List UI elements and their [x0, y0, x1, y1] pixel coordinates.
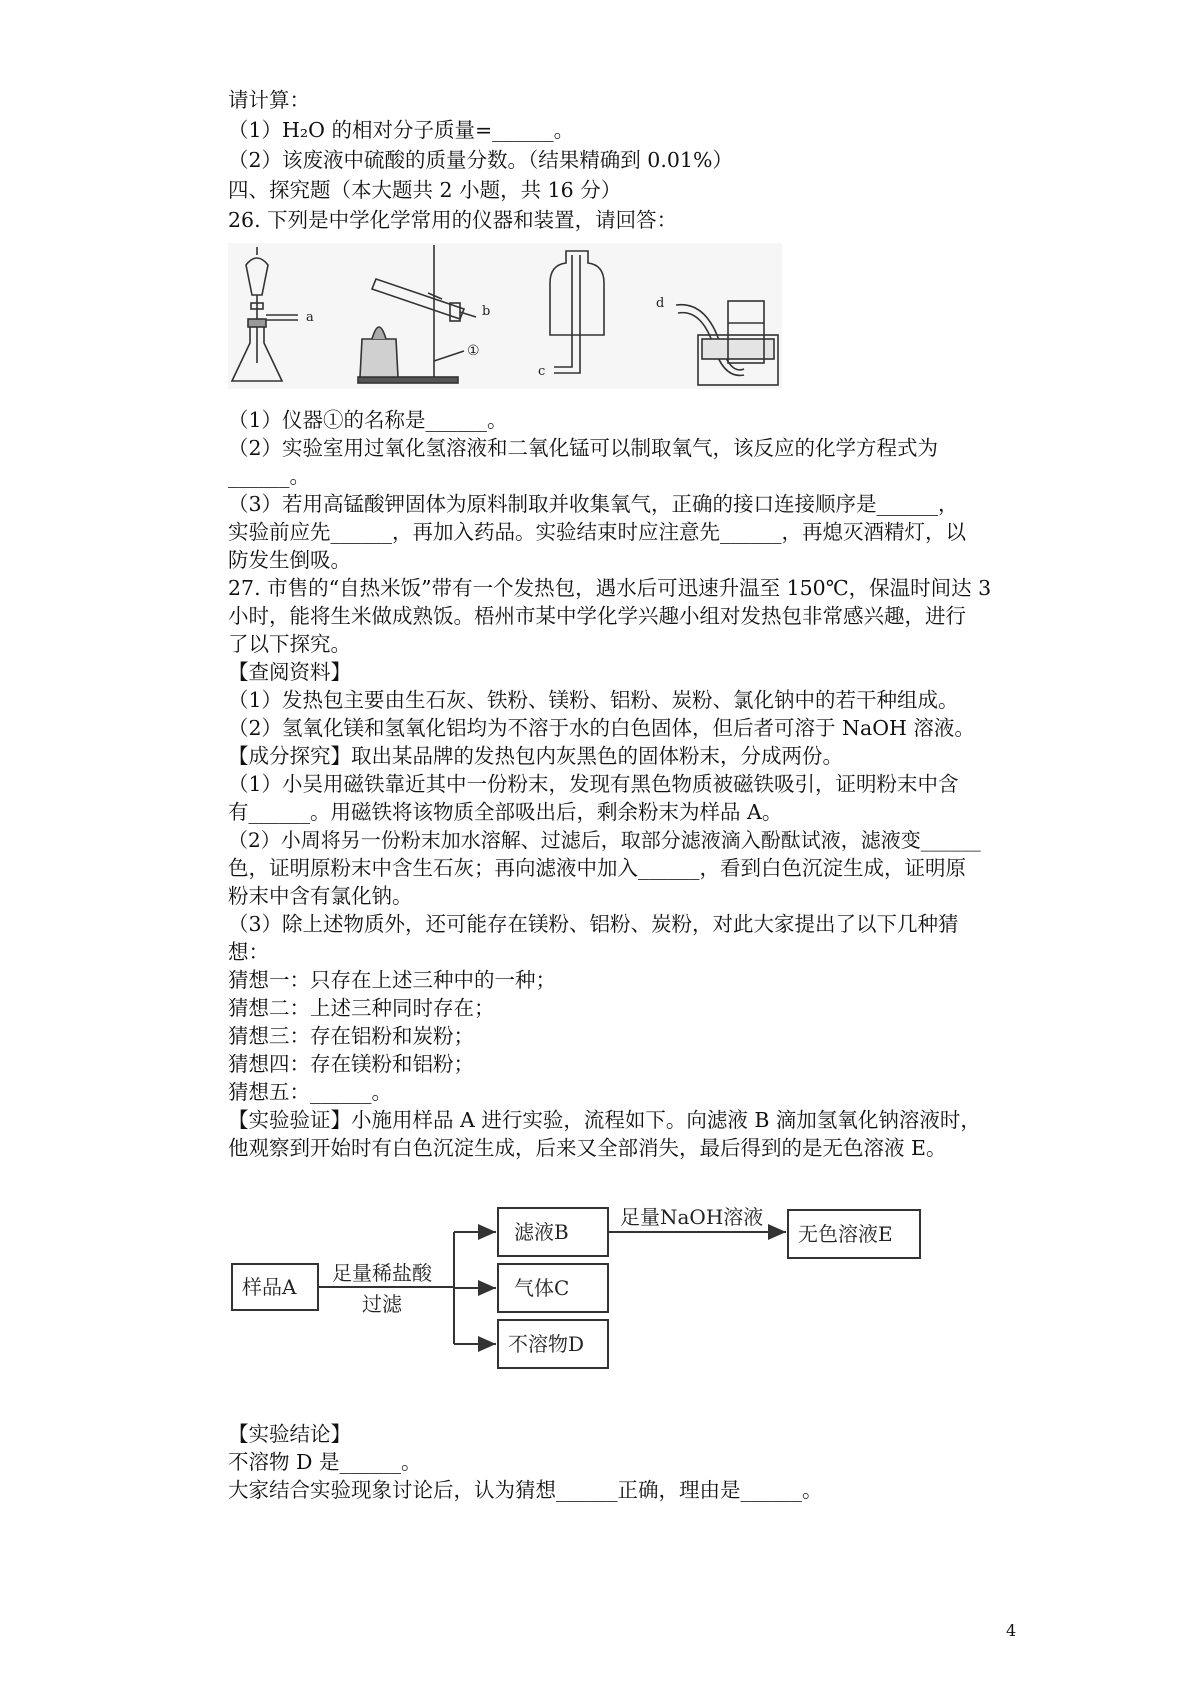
flow-result-label: 无色溶液E [798, 1222, 893, 1246]
q25-part2: （2）该废液中硫酸的质量分数。（结果精确到 0.01%） [228, 148, 733, 172]
conclusion-2: 大家结合实验现象讨论后，认为猜想______正确，理由是______。 [228, 1478, 823, 1502]
q26-part1: （1）仪器①的名称是______。 [228, 408, 508, 432]
q26-part3-line2: 实验前应先______，再加入药品。实验结束时应注意先______，再熄灭酒精灯，以 [228, 520, 966, 544]
q25-part1: （1）H₂O 的相对分子质量=______。 [228, 118, 575, 142]
q27-stem-line3: 了以下探究。 [228, 632, 351, 656]
q26-stem: 26. 下列是中学化学常用的仪器和装置，请回答： [228, 208, 678, 232]
hypothesis-5: 猜想五：______。 [228, 1080, 392, 1104]
composition-2-line1: （2）小周将另一份粉末加水溶解、过滤后，取部分滤液滴入酚酞试液，滤液变______ [228, 828, 981, 852]
composition-1-line1: （1）小吴用磁铁靠近其中一份粉末，发现有黑色物质被磁铁吸引，证明粉末中含 [228, 772, 959, 796]
flow-insoluble-label: 不溶物D [508, 1332, 585, 1356]
hypothesis-3: 猜想三：存在铝粉和炭粉； [228, 1024, 474, 1048]
conclusion-1: 不溶物 D 是______。 [228, 1450, 422, 1474]
hypothesis-1: 猜想一：只存在上述三种中的一种； [228, 968, 556, 992]
q27-stem-line2: 小时，能将生米做成熟饭。梧州市某中学化学兴趣小组对发热包非常感兴趣，进行 [228, 604, 966, 628]
verification-line1: 【实验验证】小施用样品 A 进行实验，流程如下。向滤液 B 滴加氢氧化钠溶液时， [228, 1108, 981, 1132]
section-heading-4: 四、探究题（本大题共 2 小题，共 16 分） [228, 178, 622, 202]
flowchart [228, 1196, 928, 1380]
composition-3-line2: 想： [228, 940, 269, 964]
q26-part3-line3: 防发生倒吸。 [228, 548, 351, 572]
composition-heading: 【成分探究】取出某品牌的发热包内灰黑色的固体粉末，分成两份。 [228, 744, 843, 768]
label-a: a [306, 310, 314, 325]
label-d: d [656, 296, 665, 311]
flow-sample-label: 样品A [242, 1275, 297, 1299]
page-number: 4 [1006, 1621, 1017, 1640]
conclusion-heading: 【实验结论】 [228, 1422, 351, 1446]
reference-1: （1）发热包主要由生石灰、铁粉、镁粉、铝粉、炭粉、氯化钠中的若干种组成。 [228, 688, 959, 712]
composition-2-line2: 色，证明原粉末中含生石灰；再向滤液中加入______，看到白色沉淀生成，证明原 [228, 856, 966, 880]
flow-filtrate-label: 滤液B [514, 1220, 569, 1244]
verification-line2: 他观察到开始时有白色沉淀生成，后来又全部消失，最后得到的是无色溶液 E。 [228, 1136, 947, 1160]
hypothesis-4: 猜想四：存在镁粉和铝粉； [228, 1052, 474, 1076]
q26-part2-blank: ______。 [228, 464, 310, 488]
q26-part2: （2）实验室用过氧化氢溶液和二氧化锰可以制取氧气，该反应的化学方程式为 [228, 436, 939, 460]
flow-reagent-top: 足量稀盐酸 [332, 1261, 432, 1285]
label-b: b [482, 304, 491, 319]
label-c: c [538, 364, 546, 379]
flow-naoh-label: 足量NaOH溶液 [620, 1205, 764, 1229]
composition-3-line1: （3）除上述物质外，还可能存在镁粉、铝粉、炭粉，对此大家提出了以下几种猜 [228, 912, 959, 936]
composition-1-line2: 有______。用磁铁将该物质全部吸出后，剩余粉末为样品 A。 [228, 800, 783, 824]
flow-reagent-bottom: 过滤 [362, 1292, 402, 1316]
hypothesis-2: 猜想二：上述三种同时存在； [228, 996, 495, 1020]
label-circle1: ① [467, 343, 480, 359]
apparatus-figure [228, 243, 782, 389]
composition-2-line3: 粉末中含有氯化钠。 [228, 884, 413, 908]
q27-stem-line1: 27. 市售的“自热米饭”带有一个发热包，遇水后可迅速升温至 150℃，保温时间达 3 [228, 576, 992, 600]
calc-prompt: 请计算： [228, 88, 310, 112]
reference-heading: 【查阅资料】 [228, 660, 351, 684]
q26-part3-line1: （3）若用高锰酸钾固体为原料制取并收集氧气，正确的接口连接顺序是______， [228, 492, 959, 516]
reference-2: （2）氢氧化镁和氢氧化铝均为不溶于水的白色固体，但后者可溶于 NaOH 溶液。 [228, 716, 975, 740]
flow-gas-label: 气体C [514, 1276, 570, 1300]
